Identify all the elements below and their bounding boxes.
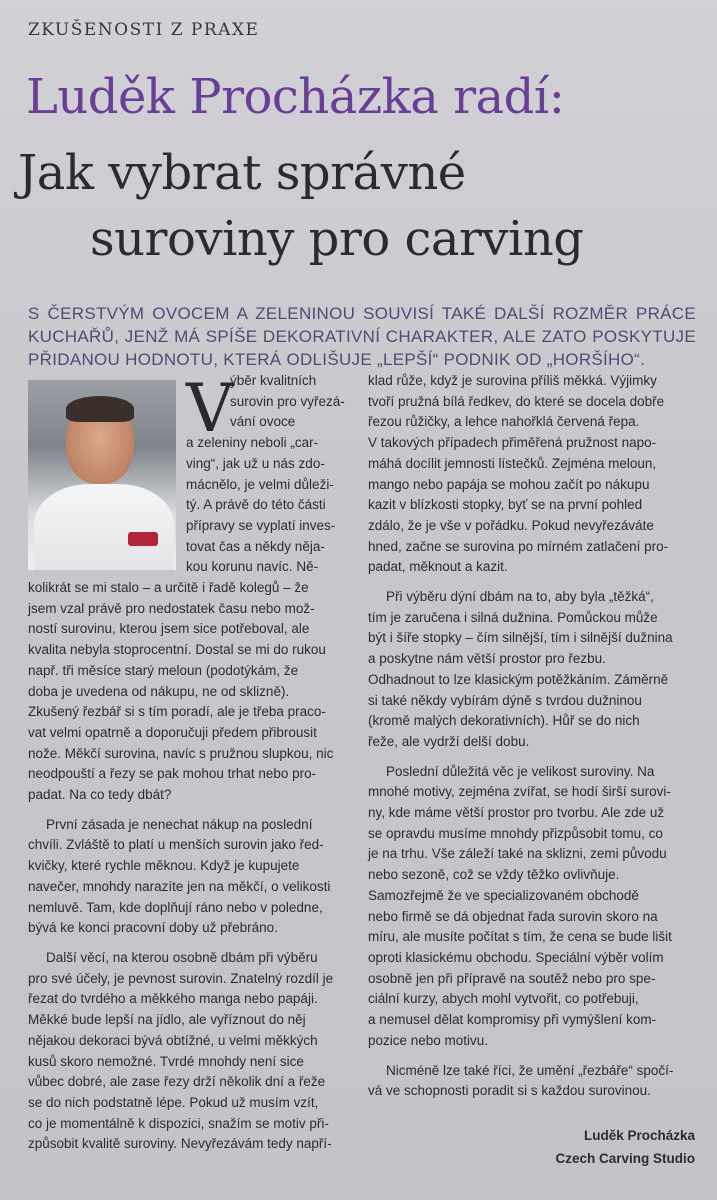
- lead-paragraph: S ČERSTVÝM OVOCEM A ZELENINOU SOUVISÍ TAKÉ DALŠÍ ROZMĚR PRÁCE KUCHAŘŮ, JENŽ MÁ SPÍŠE DEKORATIVNÍ CHARAKTER, ALE ZATO POSKYTUJE PŘIDANOU HODNOTU, KTERÁ ODLIŠUJE „LEPŠÍ“ PODNIK OD „HORŠÍHO“.: [28, 304, 696, 369]
- text-line: co je momentálně k dispozici, snažím se motiv při-: [28, 1115, 329, 1131]
- signature-name: Luděk Procházka: [583, 1128, 695, 1143]
- text-line: míru, ale musíte počítat s tím, že cena se bude lišit: [368, 929, 672, 945]
- text-line: a zeleniny neboli „car-: [186, 435, 319, 451]
- text-line: řezat do tvrdého a měkkého manga nebo papáji.: [28, 991, 318, 1007]
- text-line: vat velmi opatrně a doporučuji předem přibrousit: [28, 724, 317, 740]
- text-line: ýběr kvalitních: [230, 373, 317, 388]
- text-line: mango nebo papája se mohou začít po nákupu: [368, 476, 650, 492]
- text-line: kvalita nebyla stoprocentní. Dostal se mi do rukou: [28, 642, 326, 658]
- text-line: ving“, jak už u nás zdo-: [186, 455, 325, 471]
- text-line: tý. A právě do této části: [186, 497, 326, 513]
- text-line: kusů skoro nemožné. Tvrdé mnohdy není sice: [28, 1053, 304, 1069]
- section-label: ZKUŠENOSTI Z PRAXE: [28, 20, 260, 40]
- text-line: padat. Na co tedy dbát?: [28, 787, 172, 803]
- text-line: vání ovoce: [230, 414, 296, 430]
- text-line: nějakou dekoraci bývá obtížné, u velmi měkkých: [28, 1032, 318, 1048]
- text-line: Samozřejmě že ve specializovaném obchodě: [368, 887, 639, 903]
- text-line: způsobit kvalitě suroviny. Nevyřezávám tedy napří-: [28, 1136, 332, 1152]
- text-line: přípravy se vyplatí inves-: [186, 517, 336, 533]
- text-line: nemluvě. Tam, kde doplňují ráno nebo v poledne,: [28, 899, 323, 915]
- text-line: vůbec dobré, ale zase řezy drží několik dní a řeže: [28, 1074, 326, 1090]
- text-line: nebo firmě se dá objednat řada surovin skoro na: [368, 908, 658, 924]
- text-line: pro své účely, je pevnost surovin. Znatelný rozdíl je: [28, 970, 334, 986]
- title-author: Luděk Procházka radí:: [26, 69, 565, 125]
- text-line: tvoří pružná bílá ředkev, do které se docela dobře: [368, 393, 665, 409]
- text-line: tovat čas a někdy něja-: [186, 538, 325, 554]
- text-line: řezou růžičky, a lehce nahořklá červená řepa.: [368, 414, 640, 430]
- right-column: [368, 371, 698, 1131]
- signature: [555, 1124, 695, 1170]
- text-line: hned, začne se surovina po mírném zatlačení pro-: [368, 538, 669, 554]
- text-line: ny, kde máme větší prostor pro tvorbu. Ale zde už: [368, 805, 665, 821]
- text-line: mácnělo, je velmi důleži-: [186, 476, 334, 492]
- text-line: První zásada je nenechat nákup na poslední: [46, 816, 313, 832]
- text-line: ností surovinu, kterou jsem sice potřeboval, ale: [28, 621, 310, 637]
- text-line: nebo sezoně, což se vždy těžko ovlivňuje.: [368, 867, 620, 883]
- text-line: se opravdu musíme mnohdy přizpůsobit tomu, co: [368, 825, 663, 841]
- text-line: Při výběru dýní dbám na to, aby byla „těžká“,: [386, 589, 654, 605]
- text-line: mnohé motivy, zejména zvířat, se hodí širší surovi-: [368, 784, 671, 800]
- text-line: kvičky, které rychle měknou. Když je kupujete: [28, 858, 300, 874]
- text-line: zdálo, že je vše v pořádku. Pokud nevyřezáváte: [368, 517, 654, 533]
- text-line: vá ve schopnosti poradit si s každou surovinou.: [368, 1083, 651, 1099]
- text-line: padat, měknout a kazit.: [368, 559, 508, 575]
- text-line: např. tři měsíce starý meloun (podotýkám, že: [28, 662, 299, 678]
- text-line: oproti klasickému obchodu. Speciální výběr volím: [368, 949, 664, 965]
- text-line: a nemusel dělat kompromisy při vymýšlení kom-: [368, 1012, 657, 1028]
- text-line: být i šíře stopky – čím silnější, tím i silnější dužnina: [368, 630, 673, 646]
- text-line: kolikrát se mi stalo – a určitě i řadě kolegů – že: [28, 580, 309, 596]
- text-line: surovin pro vyřezá-: [230, 393, 345, 409]
- text-line: kazit v blízkosti stopky, byť se na první pohled: [368, 497, 643, 513]
- title-main-line2: suroviny pro carving: [90, 211, 584, 267]
- text-line: si také někdy vybírám dýně s tvrdou dužninou: [368, 692, 642, 708]
- text-line: osobně jen při přípravě na soutěž nebo pro spe-: [368, 970, 656, 986]
- text-line: navečer, mnohdy narazíte jen na měkčí, o velikosti: [28, 878, 331, 894]
- text-line: chvíli. Zvláště to platí u menších surovin jako řed-: [28, 837, 324, 853]
- title-main-line1: Jak vybrat správné: [18, 145, 466, 201]
- text-line: klad růže, když je surovina příliš měkká. Výjimky: [368, 373, 657, 388]
- text-line: ciální kurzy, abych mohl vytvořit, co potřebuji,: [368, 991, 639, 1007]
- text-line: se do nich podstatně lépe. Pokud už musím vzít,: [28, 1094, 319, 1110]
- text-line: nože. Měkčí surovina, navíc s pružnou slupkou, nic: [28, 745, 334, 761]
- text-line: Měkké bude lepší na jídlo, ale vyříznout do něj: [28, 1012, 306, 1028]
- text-line: pozice nebo motivu.: [368, 1032, 489, 1048]
- text-line: jsem vzal právě pro nedostatek času nebo mož-: [28, 600, 315, 616]
- left-column: [28, 371, 352, 1181]
- text-line: Další věcí, na kterou osobně dbám při výběru: [46, 949, 318, 965]
- title-main: [18, 140, 708, 272]
- text-line: Poslední důležitá věc je velikost suroviny. Na: [386, 763, 655, 779]
- text-line: a poskytne nám větší prostor pro řezbu.: [368, 651, 606, 667]
- text-line: doba je uvedena od nákupu, ne od sklizně).: [28, 683, 290, 699]
- signature-org: Czech Carving Studio: [555, 1151, 695, 1166]
- drop-cap: V: [186, 370, 234, 447]
- text-line: máhá docílit jemnosti lístečků. Zejména meloun,: [368, 455, 657, 471]
- text-line: Nicméně lze také říci, že umění „řezbáře“ spočí-: [386, 1062, 674, 1078]
- text-line: V takových případech přiměřená pružnost napo-: [368, 435, 657, 451]
- text-line: Odhadnout to lze klasickým potěžkáním. Záměrně: [368, 671, 669, 687]
- text-line: neodpouští a řezy se pak mohou trhat nebo pro-: [28, 766, 317, 782]
- text-line: kou korunu navíc. Ně-: [186, 559, 319, 575]
- text-line: (kromě malých dekorativních). Hůř se do nich: [368, 713, 640, 729]
- text-line: je na trhu. Vše záleží také na sklizni, zemi původu: [368, 846, 667, 862]
- text-line: Zkušený řezbář si s tím poradí, ale je třeba praco-: [28, 704, 326, 720]
- text-line: řeže, ale vydrží delší dobu.: [368, 733, 530, 749]
- text-line: bývá ke konci pracovní doby už přebráno.: [28, 920, 278, 936]
- text-line: tím je zaručena i silná dužnina. Pomůckou může: [368, 609, 658, 625]
